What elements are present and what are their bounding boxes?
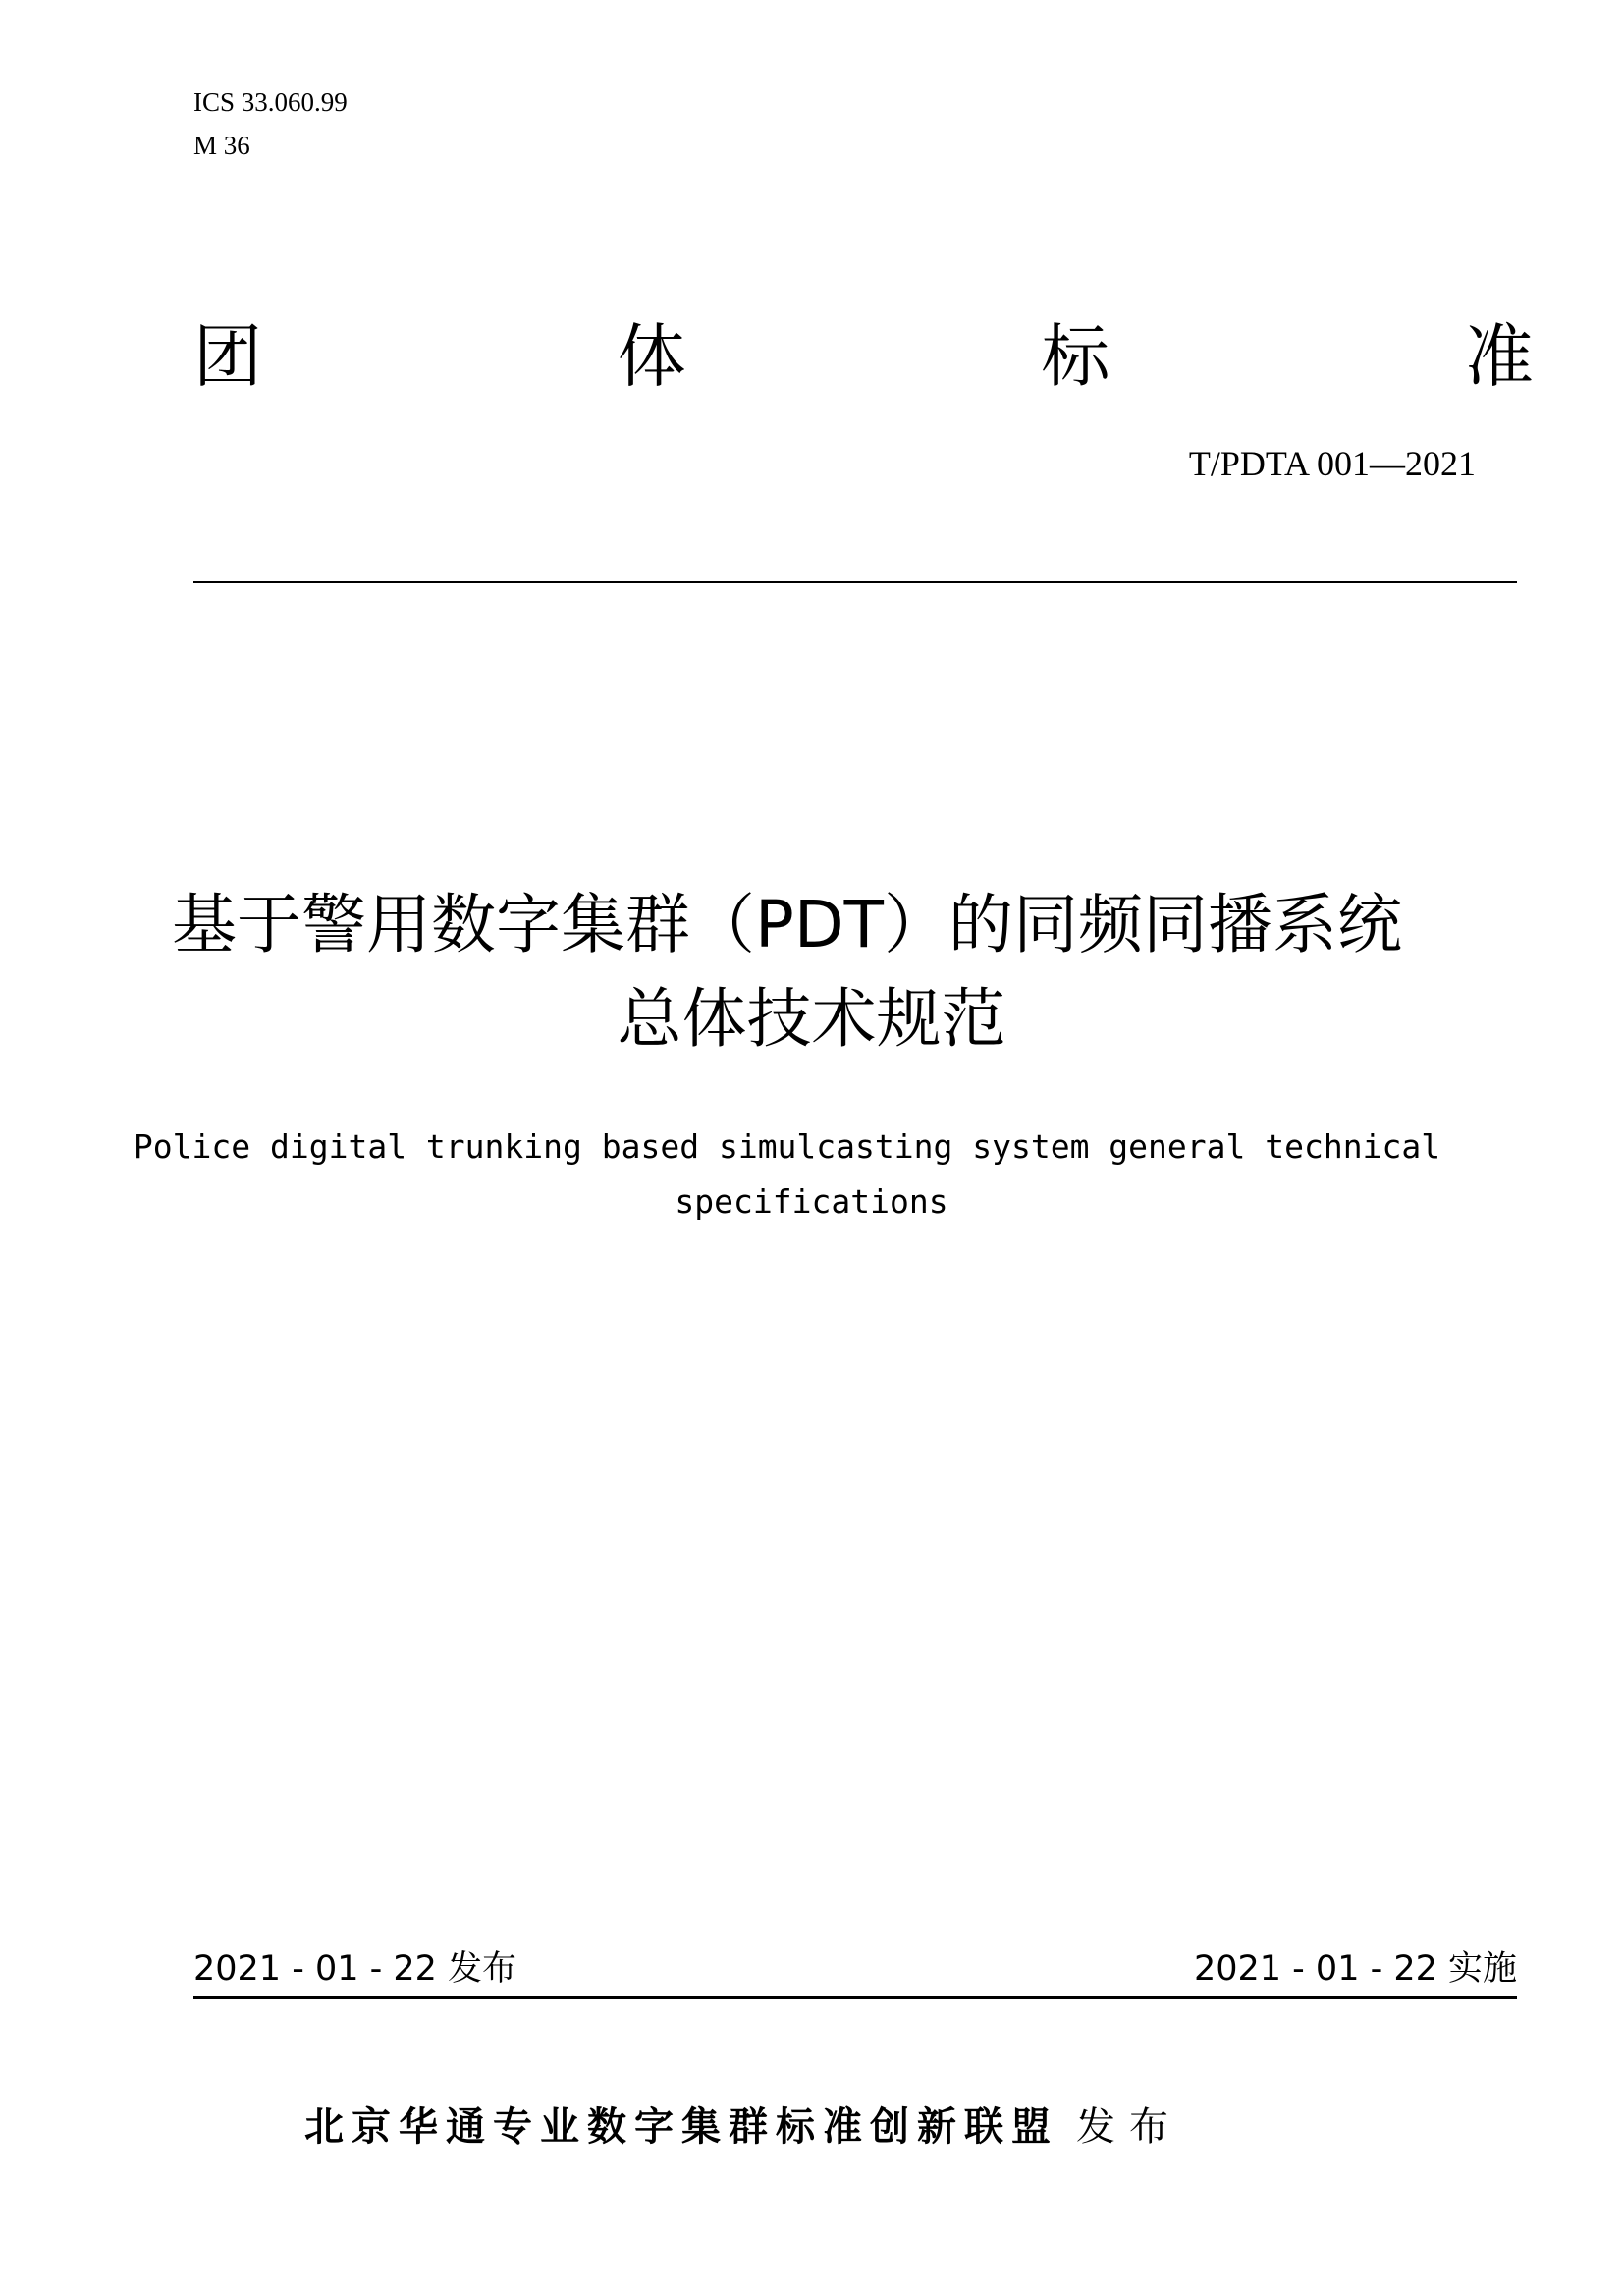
ccs-code: M 36 xyxy=(193,131,250,160)
implement-date: 2021 - 01 - 22 实施 xyxy=(1193,1949,1517,1989)
standard-number: T/PDTA 001—2021 xyxy=(1188,444,1476,483)
english-title-line-1: Police digital trunking based simulcasting system general technical xyxy=(133,1127,1441,1166)
footer-divider xyxy=(193,1996,1517,1999)
english-title xyxy=(0,1120,1623,1230)
standard-type-char-4: 准 xyxy=(1464,316,1534,397)
english-title-line-2: specifications xyxy=(675,1182,948,1221)
standard-type-char-3: 标 xyxy=(1041,316,1110,397)
standard-type-heading xyxy=(193,312,1534,401)
publisher-line xyxy=(304,2100,1182,2155)
publisher-suffix: 发布 xyxy=(1076,2105,1182,2150)
chinese-title-line-1: 基于警用数字集群（PDT）的同频同播系统 xyxy=(172,887,1402,962)
chinese-title xyxy=(0,878,1623,1066)
publish-date: 2021 - 01 - 22 发布 xyxy=(193,1949,517,1989)
classification-codes xyxy=(193,81,348,167)
chinese-title-line-2: 总体技术规范 xyxy=(617,981,1006,1057)
ics-code: ICS 33.060.99 xyxy=(193,87,348,117)
standard-type-char-2: 体 xyxy=(617,316,686,397)
date-row xyxy=(193,1944,1517,1994)
standard-type-char-1: 团 xyxy=(193,316,262,397)
header-divider xyxy=(193,581,1517,583)
publisher-name: 北京华通专业数字集群标准创新联盟 xyxy=(304,2105,1058,2150)
